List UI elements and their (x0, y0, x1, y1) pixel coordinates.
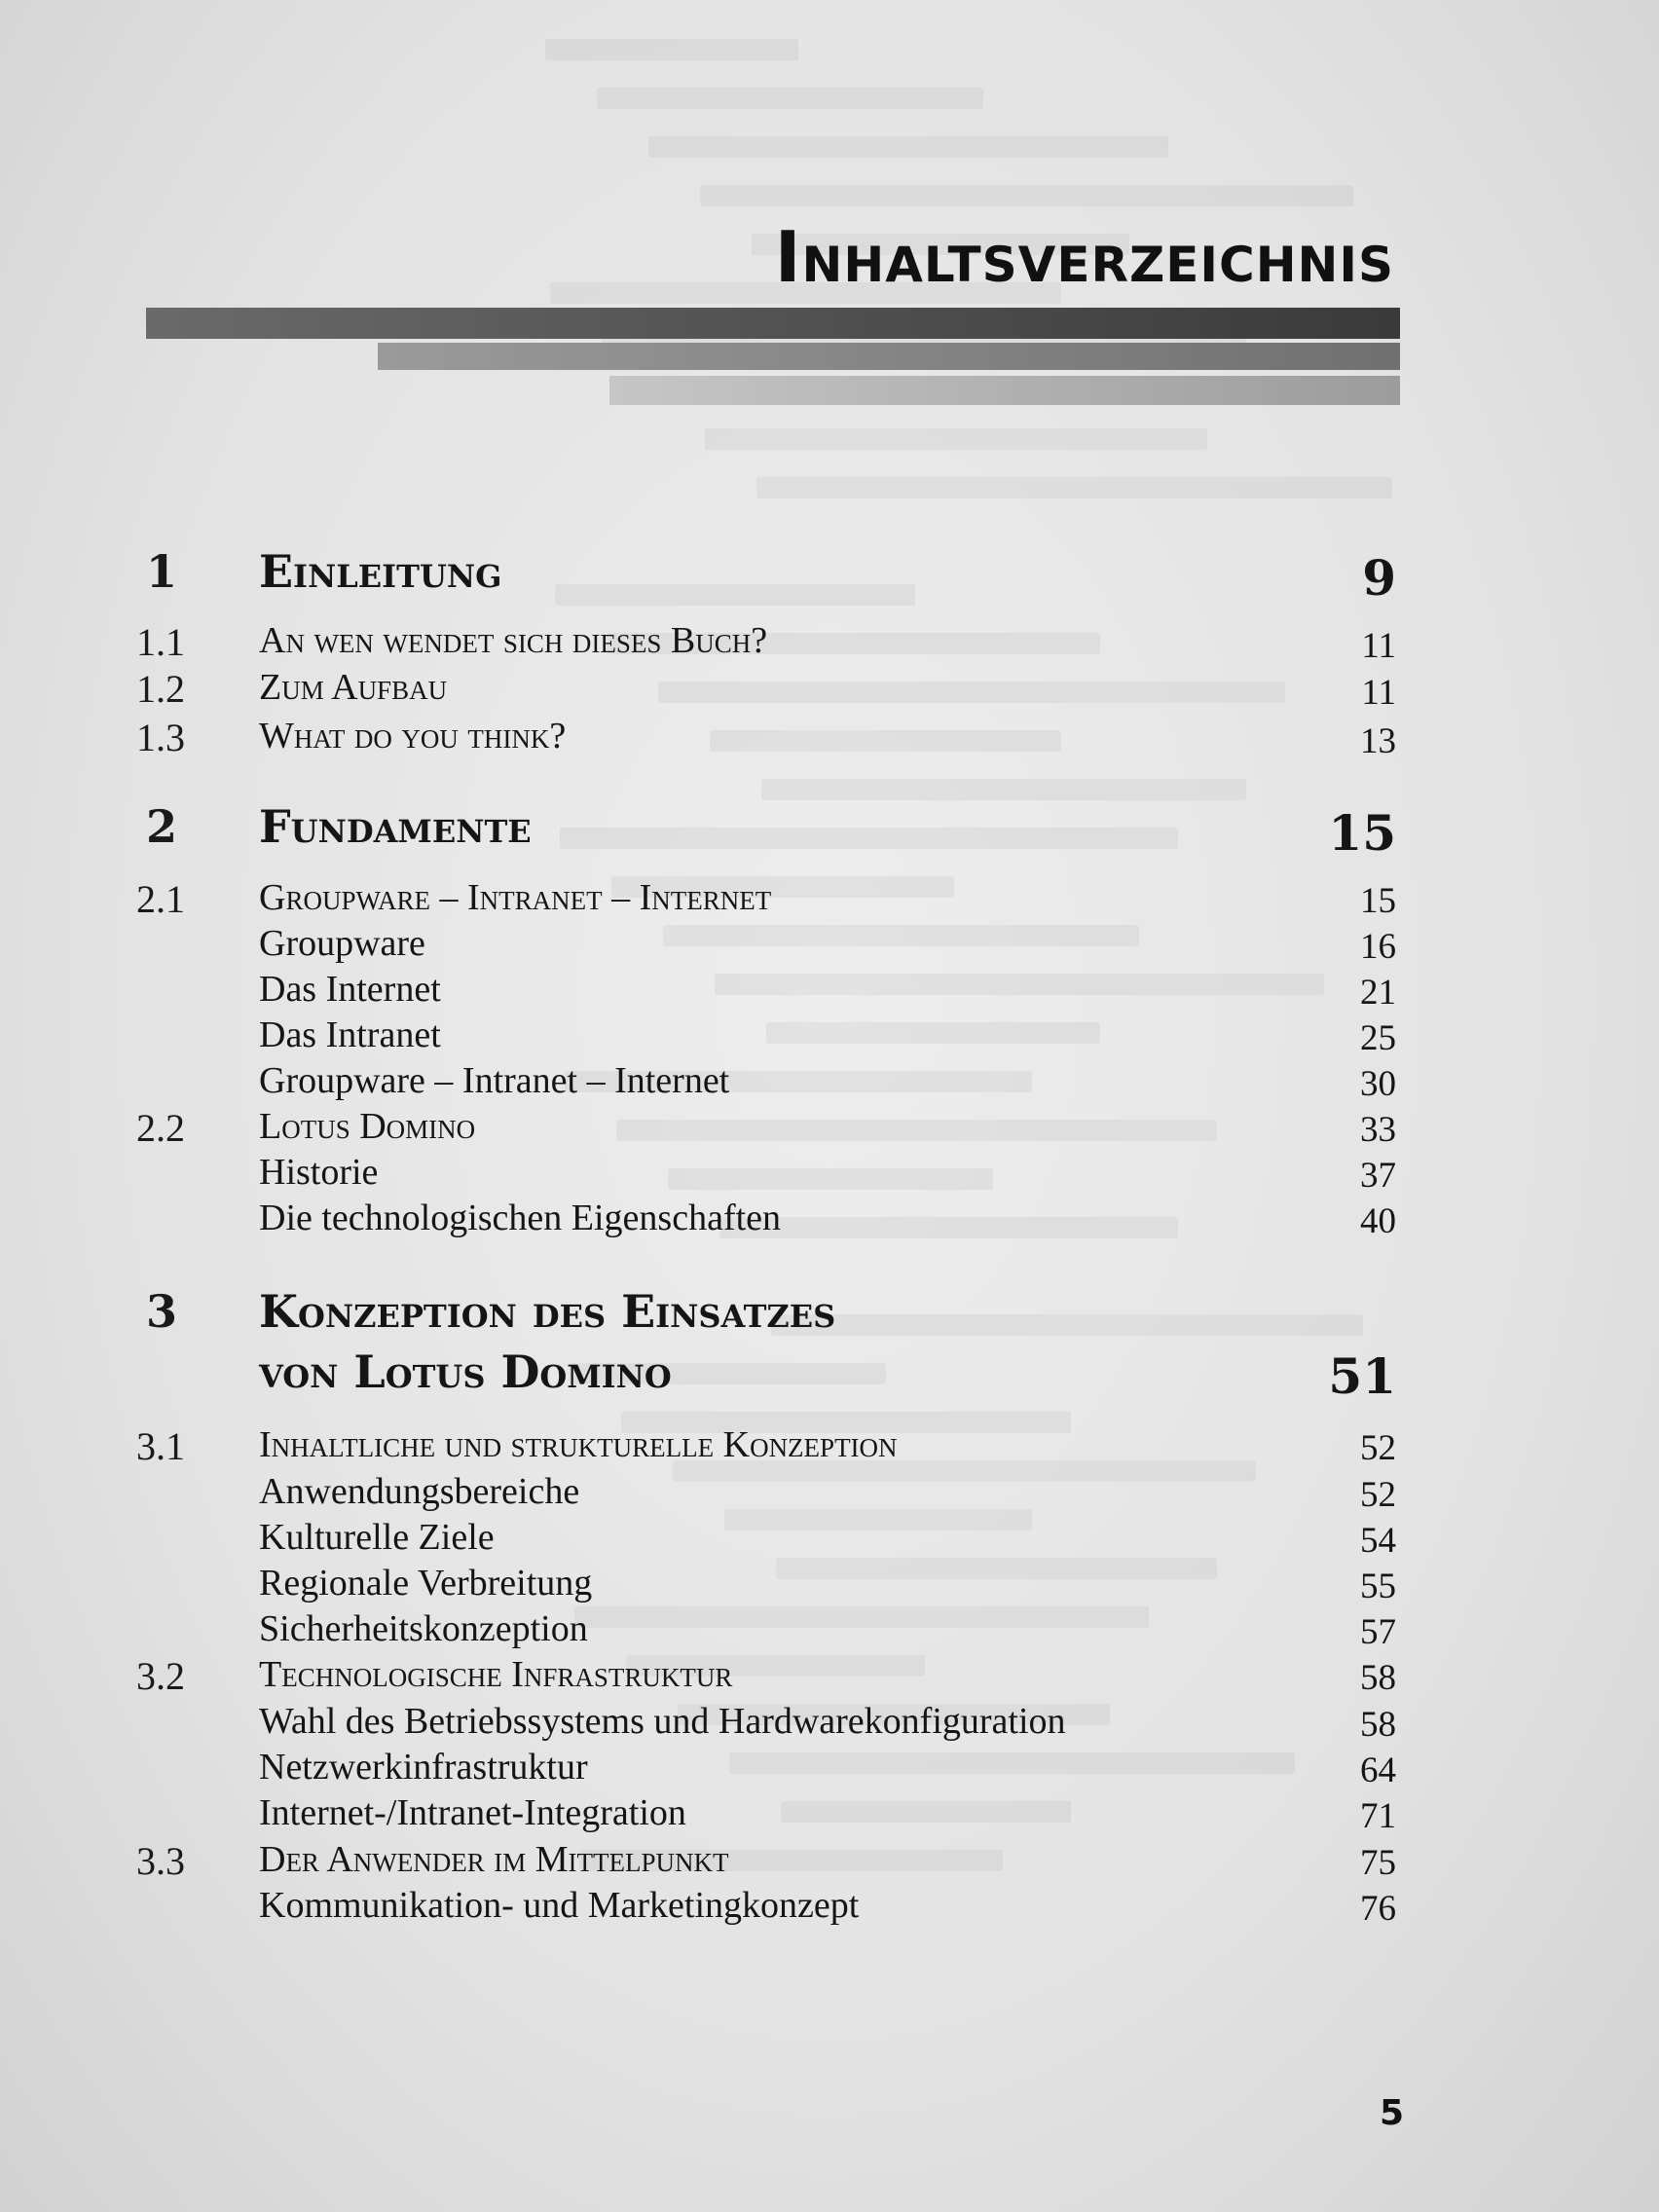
show-through-line (724, 1509, 1032, 1530)
toc-page: 52 (1360, 1475, 1396, 1515)
toc-entry[interactable] (0, 1197, 1659, 1241)
toc-label: Das Intranet (259, 1014, 441, 1055)
toc-page: 13 (1360, 721, 1396, 761)
toc-entry[interactable] (0, 715, 1659, 761)
toc-entry[interactable] (0, 1423, 1659, 1468)
toc-entry[interactable] (0, 1791, 1659, 1836)
toc-entry[interactable] (0, 1700, 1659, 1745)
toc-label: Konzeption des Einsatzes (259, 1285, 836, 1338)
show-through-line (715, 974, 1324, 995)
toc-page: 51 (1328, 1347, 1396, 1405)
toc-page: 30 (1360, 1064, 1396, 1104)
show-through-line (719, 1217, 1178, 1238)
toc-page: 58 (1360, 1705, 1396, 1745)
show-through-line (616, 1120, 1217, 1141)
toc-label: Sicherheitskonzeption (259, 1608, 588, 1649)
toc-page: 11 (1361, 626, 1396, 666)
toc-page: 25 (1360, 1018, 1396, 1058)
toc-page: 16 (1360, 927, 1396, 967)
toc-entry[interactable] (0, 968, 1659, 1013)
toc-label: Der Anwender im Mittelpunkt (259, 1839, 729, 1880)
toc-label: Inhaltliche und strukturelle Konzeption (259, 1424, 898, 1465)
toc-number: 3 (146, 1285, 178, 1338)
show-through-line (700, 185, 1353, 206)
page-title: Inhaltsverzeichnis (774, 216, 1394, 298)
show-through-line (761, 779, 1246, 800)
toc-entry[interactable] (0, 922, 1659, 967)
toc-page: 75 (1360, 1843, 1396, 1883)
toc-entry[interactable] (0, 619, 1659, 666)
show-through-line (710, 730, 1061, 752)
toc-entry[interactable] (0, 1151, 1659, 1196)
show-through-line (781, 1801, 1071, 1823)
toc-label: Die technologischen Eigenschaften (259, 1198, 782, 1238)
toc-page: 15 (1328, 804, 1396, 862)
title-rule-1 (146, 308, 1400, 339)
title-rule-3 (609, 376, 1400, 405)
show-through-line (545, 39, 798, 60)
toc-label: Zum Aufbau (259, 667, 448, 708)
show-through-line (668, 1168, 993, 1190)
toc-page: 64 (1360, 1751, 1396, 1790)
toc-page: 57 (1360, 1612, 1396, 1652)
toc-page: 15 (1360, 881, 1396, 921)
show-through-line (729, 1752, 1295, 1774)
toc-number: 1.1 (136, 620, 185, 664)
toc-number: 3.3 (136, 1839, 185, 1883)
toc-page: 40 (1360, 1201, 1396, 1241)
toc-entry[interactable] (0, 1470, 1659, 1515)
toc-label: Lotus Domino (259, 1106, 476, 1147)
toc-label: Technologische Infrastruktur (259, 1654, 733, 1695)
toc-number: 2.1 (136, 877, 185, 921)
toc-label: Kulturelle Ziele (259, 1517, 495, 1558)
toc-page: 55 (1360, 1567, 1396, 1606)
toc-entry[interactable] (0, 1838, 1659, 1883)
toc-entry[interactable] (0, 1059, 1659, 1104)
toc-entry[interactable] (0, 1746, 1659, 1790)
show-through-line (705, 428, 1207, 450)
toc-number: 2 (146, 800, 178, 853)
toc-entry[interactable] (0, 1607, 1659, 1652)
toc-entry[interactable] (0, 1884, 1659, 1929)
toc-number: 1 (146, 545, 178, 598)
show-through-line (771, 1314, 1363, 1336)
toc-label: Groupware – Intranet – Internet (259, 1060, 730, 1101)
show-through-line (555, 584, 915, 606)
toc-label: von Lotus Domino (259, 1346, 672, 1398)
toc-label: Wahl des Betriebssystems und Hardwarekonfiguration (259, 1701, 1066, 1742)
show-through-line (766, 1022, 1100, 1044)
title-rule-2 (378, 343, 1400, 370)
toc-number: 1.2 (136, 667, 185, 711)
toc-page: 21 (1360, 973, 1396, 1013)
toc-label: Anwendungsbereiche (259, 1471, 580, 1512)
toc-entry[interactable] (0, 666, 1659, 713)
show-through-line (560, 828, 1178, 849)
toc-number: 3.1 (136, 1424, 185, 1468)
toc-entry[interactable] (0, 1516, 1659, 1561)
toc-label: Fundamente (259, 800, 532, 853)
toc-page: 76 (1360, 1889, 1396, 1929)
toc-entry[interactable] (0, 1653, 1659, 1698)
show-through-line (663, 925, 1139, 946)
toc-page: 71 (1360, 1796, 1396, 1836)
toc-label: Das Internet (259, 969, 441, 1010)
toc-entry[interactable] (0, 1105, 1659, 1150)
toc-page: 52 (1360, 1428, 1396, 1468)
show-through-line (648, 136, 1168, 158)
toc-number: 3.2 (136, 1654, 185, 1698)
toc-label: Einleitung (259, 545, 502, 598)
toc-page: 9 (1362, 549, 1396, 607)
toc-label: Groupware (259, 923, 425, 964)
toc-label: Regionale Verbreitung (259, 1563, 593, 1604)
toc-label: An wen wendet sich dieses Buch? (259, 620, 768, 661)
toc-label: Netzwerkinfrastruktur (259, 1747, 588, 1788)
toc-label: Historie (259, 1152, 379, 1193)
toc-entry[interactable] (0, 1562, 1659, 1606)
toc-label: Kommunikation- und Marketingkonzept (259, 1885, 860, 1926)
show-through-line (574, 1606, 1149, 1628)
show-through-line (658, 682, 1285, 703)
show-through-line (597, 88, 983, 109)
page-number: 5 (1379, 2093, 1404, 2133)
toc-page: 11 (1361, 673, 1396, 713)
toc-label: Internet-/Intranet-Integration (259, 1792, 686, 1833)
toc-entry[interactable] (0, 876, 1659, 921)
toc-page: 33 (1360, 1110, 1396, 1150)
show-through-line (756, 477, 1392, 498)
toc-page: 37 (1360, 1156, 1396, 1196)
toc-entry[interactable] (0, 1285, 1659, 1338)
toc-label: What do you think? (259, 716, 567, 756)
toc-number: 2.2 (136, 1106, 185, 1150)
toc-entry[interactable] (0, 800, 1659, 862)
toc-page: 58 (1360, 1658, 1396, 1698)
toc-label: Groupware – Intranet – Internet (259, 877, 772, 918)
toc-number: 1.3 (136, 716, 185, 759)
toc-page: 54 (1360, 1521, 1396, 1561)
toc-entry[interactable] (0, 545, 1659, 607)
